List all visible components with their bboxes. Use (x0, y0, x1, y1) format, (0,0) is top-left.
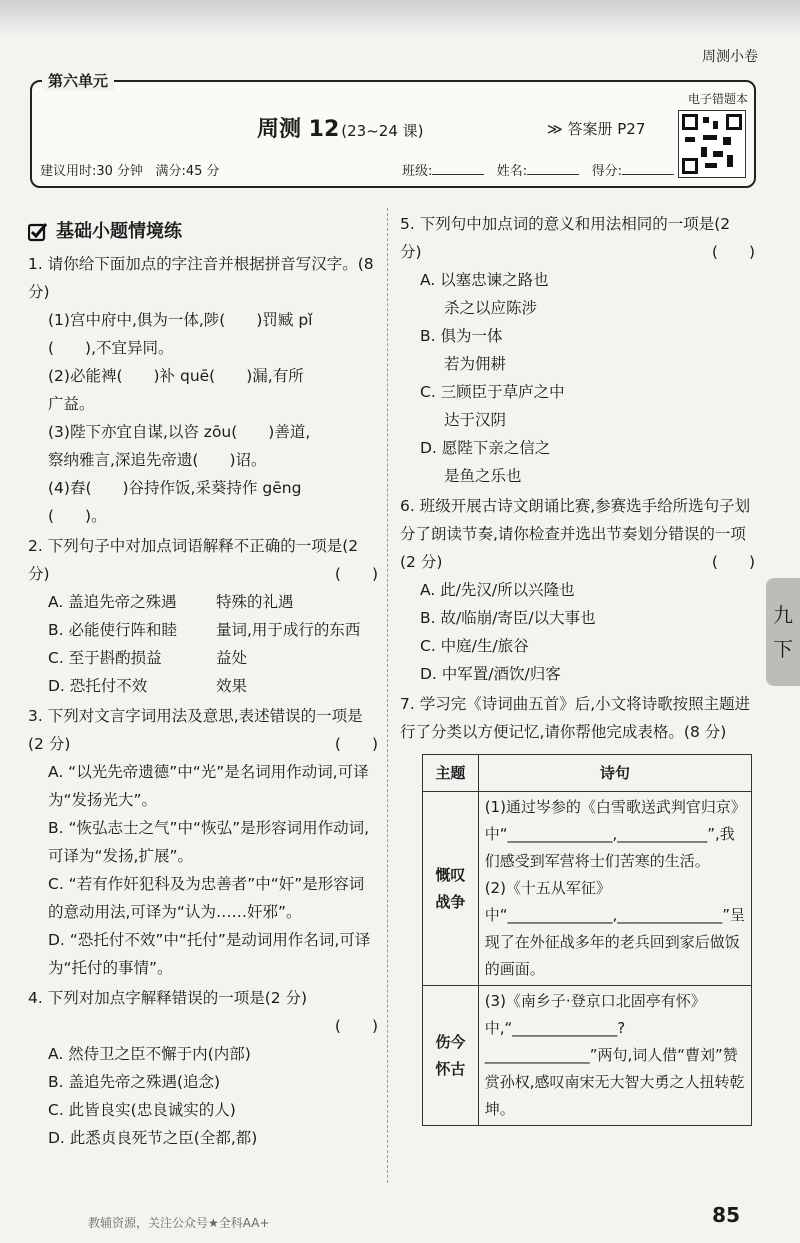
question-4 (28, 984, 378, 1152)
question-7 (400, 690, 755, 1126)
option-item[interactable]: B. 俱为一体 (420, 327, 503, 345)
option-item[interactable]: A. 此/先汉/所以兴隆也 (420, 581, 575, 599)
left-column (28, 218, 378, 1154)
option-row[interactable] (28, 616, 378, 644)
option-item[interactable]: C. 此皆良实(忠良诚实的人) (48, 1101, 236, 1119)
option-sentence: C. 至于斟酌损益 (48, 649, 162, 667)
score-label: 得分: (591, 164, 622, 179)
option-item: 杀之以应陈涉 (444, 299, 538, 317)
answer-parentheses[interactable]: ( ) (334, 735, 378, 753)
question-stem: 6. 班级开展古诗文朗诵比赛,参赛选手给所选句子划分了朗读节奏,请你检查并选出节奏划分错误的一项(2 分) (400, 497, 751, 571)
question-2 (28, 532, 378, 700)
option-item: 是鱼之乐也 (444, 467, 522, 485)
table-theme-cell: 伤今怀古 (423, 986, 479, 1126)
time-score-info (40, 160, 220, 179)
side-tab-term: 下 (773, 637, 793, 661)
answer-parentheses[interactable]: ( ) (711, 553, 755, 571)
answer-parentheses[interactable]: ( ) (334, 1017, 378, 1035)
answer-parentheses[interactable]: ( ) (334, 565, 378, 583)
time-info: 建议用时:30 分钟 (40, 164, 144, 179)
question-stem: 3. 下列对文言字词用法及意思,表述错误的一项是(2 分) (28, 707, 363, 753)
qr-code-icon[interactable] (678, 110, 746, 178)
question-stem: 2. 下列句子中对加点词语解释不正确的一项是(2 分) (28, 537, 359, 583)
right-column (400, 210, 755, 1128)
option-item: 达于汉阴 (444, 411, 507, 429)
side-tab-grade: 九 (773, 603, 793, 627)
quiz-title (257, 112, 424, 143)
class-label: 班级: (402, 164, 433, 179)
question-line: 广益。 (48, 395, 95, 413)
unit-title: 第六单元 (42, 70, 114, 91)
option-item[interactable]: D. 中军置/酒饮/归客 (420, 665, 561, 683)
grade-side-tab (766, 578, 800, 686)
footer-note: 教辅资源，关注公众号★全科AA+ (88, 1216, 270, 1230)
option-item[interactable]: A. 然侍卫之臣不懈于内(内部) (48, 1045, 251, 1063)
fill-blank-item[interactable]: (1)通过岑参的《白雪歌送武判官归京》中“______________,____________”,我们感受到军营将士们苦寒的生活。 (484, 798, 739, 870)
question-line: (3)陛下亦宜自谋,以咨 zōu( )善道, (48, 423, 311, 441)
option-item[interactable]: D. “恐托付不效”中“托付”是动词用作名词,可译为“托付的事情”。 (48, 931, 371, 977)
option-item[interactable]: A. 以塞忠谏之路也 (420, 271, 549, 289)
question-stem: 4. 下列对加点字解释错误的一项是(2 分) (28, 989, 308, 1007)
section-title: 基础小题情境练 (56, 221, 182, 242)
table-verse-cell[interactable] (478, 986, 751, 1126)
name-blank[interactable] (527, 162, 579, 175)
question-stem: 7. 学习完《诗词曲五首》后,小文将诗歌按照主题进行了分类以方便记忆,请你帮他完成表格。(8 分) (400, 695, 751, 741)
option-row[interactable] (28, 644, 378, 672)
question-stem: 1. 请你给下面加点的字注音并根据拼音写汉字。(8 分) (28, 255, 374, 301)
question-stem: 5. 下列句中加点词的意义和用法相同的一项是(2 分) (400, 215, 731, 261)
table-row (423, 986, 752, 1126)
question-3 (28, 702, 378, 982)
poem-table (422, 754, 752, 1126)
question-5 (400, 210, 755, 490)
question-line: (4)舂( )谷持作饭,采葵持作 gēng (48, 479, 302, 497)
option-item[interactable]: A. “以光先帝遗德”中“光”是名词用作动词,可译为“发扬光大”。 (48, 763, 369, 809)
table-verse-cell[interactable] (478, 792, 751, 986)
option-meaning: 益处 (216, 649, 248, 667)
question-line: 察纳雅言,深追先帝遗( )诏。 (48, 451, 267, 469)
option-sentence: D. 恐托付不效 (48, 677, 148, 695)
option-item[interactable]: D. 愿陛下亲之信之 (420, 439, 551, 457)
table-row (423, 792, 752, 986)
question-line: (1)宫中府中,俱为一体,陟( )罚臧 pǐ (48, 311, 313, 329)
score-info: 满分:45 分 (155, 164, 220, 179)
quiz-header (30, 72, 756, 188)
option-item[interactable]: C. 三顾臣于草庐之中 (420, 383, 565, 401)
table-header-verse: 诗句 (478, 755, 751, 792)
class-blank[interactable] (432, 162, 484, 175)
question-line: ( )。 (48, 507, 107, 525)
section-heading (28, 218, 378, 246)
question-6 (400, 492, 755, 688)
quiz-title-text: 周测 12 (257, 117, 340, 142)
question-1 (28, 250, 378, 530)
answer-reference: ≫ 答案册 P27 (547, 120, 646, 138)
option-item[interactable]: C. 中庭/生/旅谷 (420, 637, 529, 655)
option-item: 若为佣耕 (444, 355, 507, 373)
option-row[interactable] (28, 672, 378, 700)
answer-parentheses[interactable]: ( ) (711, 243, 755, 261)
qr-label: 电子错题本 (687, 92, 748, 106)
option-item[interactable]: D. 此悉贞良死节之臣(全都,都) (48, 1129, 258, 1147)
option-row[interactable] (28, 588, 378, 616)
quiz-subtitle: (23~24 课) (341, 122, 424, 140)
option-item[interactable]: C. “若有作奸犯科及为忠善者”中“奸”是形容词的意动用法,可译为“认为……奸邪”。 (48, 875, 365, 921)
fill-blank-item[interactable]: (2)《十五从军征》中“______________,______________”呈现了在外征战多年的老兵回到家后做饭的画面。 (484, 879, 745, 978)
option-item[interactable]: B. 盖追先帝之殊遇(追念) (48, 1073, 221, 1091)
question-line: (2)必能裨( )补 quē( )漏,有所 (48, 367, 304, 385)
table-theme-cell: 慨叹战争 (423, 792, 479, 986)
option-meaning: 量词,用于成行的东西 (216, 621, 361, 639)
page-number: 85 (712, 1203, 740, 1227)
checkbox-check-icon (28, 222, 48, 242)
student-info-fields (402, 160, 674, 179)
fill-blank-item[interactable]: (3)《南乡子·登京口北固亭有怀》中,“______________?______________”两句,词人借“曹刘”赞赏孙权,感叹南宋无大智大勇之人扭转乾坤。 (484, 992, 745, 1118)
option-meaning: 特殊的礼遇 (216, 593, 294, 611)
option-item[interactable]: B. 故/临崩/寄臣/以大事也 (420, 609, 596, 627)
option-meaning: 效果 (216, 677, 248, 695)
question-line: ( ),不宜异同。 (48, 339, 174, 357)
option-sentence: B. 必能使行阵和睦 (48, 621, 177, 639)
table-header-row (423, 755, 752, 792)
option-item[interactable]: B. “恢弘志士之气”中“恢弘”是形容词用作动词,可译为“发扬,扩展”。 (48, 819, 370, 865)
page-top-shadow (0, 0, 800, 38)
series-label: 周测小卷 (702, 49, 758, 65)
option-sentence: A. 盖追先帝之殊遇 (48, 593, 177, 611)
score-blank[interactable] (622, 162, 674, 175)
column-divider (387, 208, 388, 1183)
table-header-theme: 主题 (423, 755, 479, 792)
name-label: 姓名: (496, 164, 528, 179)
